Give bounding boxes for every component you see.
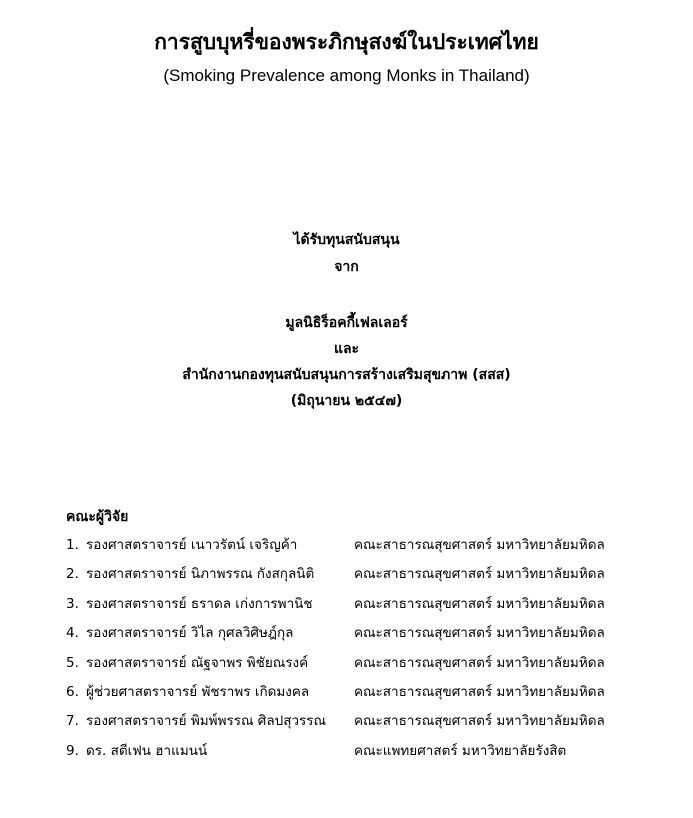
team-member-row xyxy=(66,740,646,769)
english-title: (Smoking Prevalence among Monks in Thailand) xyxy=(163,66,530,85)
member-number: 4. xyxy=(66,625,79,642)
member-affiliation: คณะแพทยศาสตร์ มหาวิทยาลัยรังสิต xyxy=(354,742,567,759)
team-member-row xyxy=(66,652,646,681)
member-name: รองศาสตราจารย์ ธราดล เก่งการพานิช xyxy=(86,595,313,612)
member-number: 9. xyxy=(66,742,79,759)
publication-date: (มิถุนายน ๒๕๔๗) xyxy=(290,393,403,409)
member-name: ดร. สตีเฟน ฮาแมนน์ xyxy=(86,742,208,759)
member-affiliation: คณะสาธารณสุขศาสตร์ มหาวิทยาลัยมหิดล xyxy=(354,625,605,642)
member-number: 1. xyxy=(66,537,79,553)
team-member-row xyxy=(66,534,646,563)
member-name: รองศาสตราจารย์ ณัฐจาพร พิชัยณรงค์ xyxy=(86,654,309,671)
funder-thaihealth: สำนักงานกองทุนสนับสนุนการสร้างเสริมสุขภาพ (สสส) xyxy=(182,367,511,383)
member-number: 5. xyxy=(66,654,79,671)
thai-title: การสูบบุหรี่ของพระภิกษุสงฆ์ในประเทศไทย xyxy=(154,30,539,54)
member-name: รองศาสตราจารย์ พิมพ์พรรณ ศิลปสุวรรณ xyxy=(86,713,327,730)
member-name: รองศาสตราจารย์ เนาวรัตน์ เจริญค้า xyxy=(86,537,298,553)
team-member-row xyxy=(66,710,646,739)
member-number: 6. xyxy=(66,683,79,700)
team-member-row xyxy=(66,563,646,592)
funder-rockefeller: มูลนิธิร็อคกี้เฟลเลอร์ xyxy=(285,315,408,331)
member-affiliation: คณะสาธารณสุขศาสตร์ มหาวิทยาลัยมหิดล xyxy=(354,537,605,553)
member-affiliation: คณะสาธารณสุขศาสตร์ มหาวิทยาลัยมหิดล xyxy=(354,566,605,583)
member-number: 2. xyxy=(66,566,79,583)
member-affiliation: คณะสาธารณสุขศาสตร์ มหาวิทยาลัยมหิดล xyxy=(354,713,605,730)
funding-and-line: และ xyxy=(333,341,360,357)
team-member-row xyxy=(66,593,646,622)
research-team-heading: คณะผู้วิจัย xyxy=(66,509,129,525)
member-affiliation: คณะสาธารณสุขศาสตร์ มหาวิทยาลัยมหิดล xyxy=(354,654,605,671)
member-affiliation: คณะสาธารณสุขศาสตร์ มหาวิทยาลัยมหิดล xyxy=(354,683,605,700)
team-member-row xyxy=(66,681,646,710)
member-name: รองศาสตราจารย์ นิภาพรรณ กังสกุลนิติ xyxy=(86,566,315,583)
member-number: 3. xyxy=(66,595,79,612)
funding-from-line: จาก xyxy=(334,259,359,275)
research-team-list xyxy=(66,534,646,769)
team-member-row xyxy=(66,622,646,651)
member-number: 7. xyxy=(66,713,79,730)
funding-received-line: ได้รับทุนสนับสนุน xyxy=(293,232,400,248)
member-name: ผู้ช่วยศาสตราจารย์ พัชราพร เกิดมงคล xyxy=(86,683,310,700)
member-affiliation: คณะสาธารณสุขศาสตร์ มหาวิทยาลัยมหิดล xyxy=(354,595,605,612)
member-name: รองศาสตราจารย์ วิไล กุศลวิศิษฎ์กุล xyxy=(86,625,294,642)
